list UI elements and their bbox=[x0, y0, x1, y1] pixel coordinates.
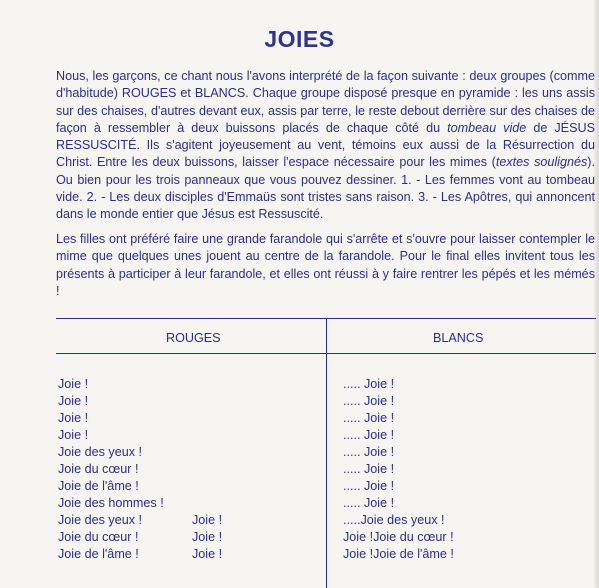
column-header-rouges: ROUGES bbox=[166, 331, 221, 345]
rouges-line: Joie de l'âme ! bbox=[58, 479, 139, 493]
rouges-line: Joie des yeux ! bbox=[58, 445, 143, 459]
paragraph-filles: Les filles ont préféré faire une grande farandole qui s'arrête et s'ouvre pour laisser contempler le mime que quelques unes jouent au centre de la farandole. Pour le final elles invitent tous les présents à participer à leur farandole, et elles ont réussi à y faire rentrer les pépés et les mémés ! bbox=[56, 232, 595, 298]
paragraph-text: Nous, les garçons, ce chant nous l'avons interprété de la façon suivante : deux groupes (comme d'habitude) ROUGES et BLANCS. Chaque groupe disposé presque en pyramide : les uns assis sur des chaises, d'autres devant eux, assis par terre, le reste debout derrière sur des chaises de façon à ressembler à deux buissons placés de chaque côté du bbox=[56, 69, 595, 135]
blancs-line: ..... Joie ! bbox=[343, 496, 395, 510]
blancs-line: ..... Joie ! bbox=[343, 428, 395, 442]
blancs-line: ..... Joie ! bbox=[343, 377, 395, 391]
table-column-divider bbox=[326, 318, 327, 588]
rouges-line: Joie des hommes ! bbox=[58, 496, 164, 510]
blancs-line: ..... Joie ! bbox=[343, 445, 395, 459]
paragraph-garcons bbox=[56, 68, 595, 224]
paragraph-text: de JÉSUS RESSUSCITÉ. Ils s'agitent joyeusement au vent, témoins eux aussi de la Résurrection du Christ. Entre les deux buissons, laisser l'espace nécessaire pour les mimes ( bbox=[56, 120, 595, 170]
blancs-line: ..... Joie ! bbox=[343, 479, 395, 493]
paragraph-text: ). Ou bien pour les trois panneaux que vous pouvez dessiner. 1. - Les femmes vont au tombeau vide. 2. - Les deux disciples d'Emmaüs sont tristes sans raison. 3. - Les Apôtres, qui annoncent dans le monde entier que Jésus est Ressuscité. bbox=[56, 155, 595, 222]
rouges-echo-line: Joie ! bbox=[192, 547, 223, 561]
rouges-line: Joie ! bbox=[58, 428, 89, 442]
blancs-line: Joie !Joie du cœur ! bbox=[343, 530, 454, 544]
blancs-line: ..... Joie ! bbox=[343, 411, 395, 425]
page-title: JOIES bbox=[264, 26, 335, 52]
rouges-line: Joie ! bbox=[58, 377, 89, 391]
rouges-line: Joie ! bbox=[58, 411, 89, 425]
rouges-echo-line: Joie ! bbox=[192, 530, 223, 544]
rouges-line: Joie du cœur ! bbox=[58, 462, 139, 476]
rouges-line: Joie des yeux ! bbox=[58, 513, 143, 527]
column-header-blancs: BLANCS bbox=[433, 331, 484, 345]
blancs-line: Joie !Joie de l'âme ! bbox=[343, 547, 454, 561]
rouges-line: Joie du cœur ! bbox=[58, 530, 139, 544]
blancs-line: .....Joie des yeux ! bbox=[343, 513, 445, 527]
emphasis-text: tombeau vide bbox=[447, 120, 527, 135]
rouges-line: Joie de l'âme ! bbox=[58, 547, 139, 561]
emphasis-text: textes soulignés bbox=[495, 155, 588, 170]
rouges-line: Joie ! bbox=[58, 394, 89, 408]
rouges-echo-line: Joie ! bbox=[192, 513, 223, 527]
blancs-line: ..... Joie ! bbox=[343, 462, 395, 476]
blancs-line: ..... Joie ! bbox=[343, 394, 395, 408]
